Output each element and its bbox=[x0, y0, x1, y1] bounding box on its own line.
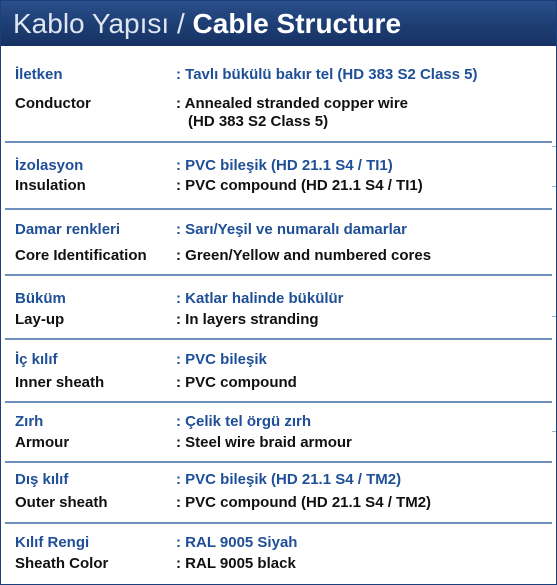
spec-row-armour bbox=[5, 403, 552, 463]
edge-tick bbox=[552, 431, 556, 432]
value-turkish: : PVC bileşik (HD 21.1 S4 / TM2) bbox=[176, 471, 402, 488]
label-turkish: İletken bbox=[15, 66, 63, 83]
spec-row-lay-up bbox=[5, 276, 552, 340]
value-english: : Steel wire braid armour bbox=[176, 434, 352, 451]
label-turkish: Zırh bbox=[15, 413, 44, 430]
edge-tick bbox=[552, 146, 556, 147]
label-turkish: İzolasyon bbox=[15, 157, 84, 174]
edge-tick bbox=[552, 186, 556, 187]
value-turkish: : PVC bileşik (HD 21.1 S4 / TI1) bbox=[176, 157, 393, 174]
spec-row-insulation bbox=[5, 143, 552, 210]
page-title bbox=[13, 7, 401, 40]
spec-row-conductor bbox=[5, 54, 552, 143]
label-english: Core Identification bbox=[15, 247, 147, 264]
label-english: Lay-up bbox=[15, 311, 65, 328]
value-english-continued: (HD 383 S2 Class 5) bbox=[188, 113, 329, 130]
value-turkish: : Sarı/Yeşil ve numaralı damarlar bbox=[176, 221, 407, 238]
value-english: : PVC compound bbox=[176, 374, 297, 391]
value-english: : Green/Yellow and numbered cores bbox=[176, 247, 432, 264]
label-english: Inner sheath bbox=[15, 374, 105, 391]
label-english: Sheath Color bbox=[15, 555, 109, 572]
spec-row-inner-sheath bbox=[5, 340, 552, 403]
value-turkish: : RAL 9005 Siyah bbox=[176, 534, 298, 551]
label-turkish: Damar renkleri bbox=[15, 221, 121, 238]
value-turkish: : PVC bileşik bbox=[176, 351, 267, 368]
label-english: Armour bbox=[15, 434, 70, 451]
label-turkish: Dış kılıf bbox=[15, 471, 69, 488]
label-turkish: Büküm bbox=[15, 290, 66, 307]
value-english: : PVC compound (HD 21.1 S4 / TI1) bbox=[176, 177, 423, 194]
spec-row-core-identification bbox=[5, 210, 552, 276]
value-english: : PVC compound (HD 21.1 S4 / TM2) bbox=[176, 494, 432, 511]
label-english: Conductor bbox=[15, 95, 91, 112]
value-english: : RAL 9005 black bbox=[176, 555, 296, 572]
header-banner bbox=[1, 1, 556, 46]
title-separator: / bbox=[176, 8, 185, 39]
edge-tick bbox=[552, 316, 556, 317]
value-english: : Annealed stranded copper wire bbox=[176, 95, 408, 112]
spec-row-sheath-color bbox=[5, 524, 552, 580]
label-turkish: Kılıf Rengi bbox=[15, 534, 90, 551]
title-english: Cable Structure bbox=[192, 8, 402, 39]
value-turkish: : Tavlı bükülü bakır tel (HD 383 S2 Class 5) bbox=[176, 66, 478, 83]
label-english: Outer sheath bbox=[15, 494, 108, 511]
title-turkish: Kablo Yapısı bbox=[13, 8, 170, 39]
spec-row-outer-sheath bbox=[5, 463, 552, 524]
label-english: Insulation bbox=[15, 177, 86, 194]
value-turkish: : Çelik tel örgü zırh bbox=[176, 413, 312, 430]
value-turkish: : Katlar halinde bükülür bbox=[176, 290, 344, 307]
label-turkish: İç kılıf bbox=[15, 351, 58, 368]
value-english: : In layers stranding bbox=[176, 311, 319, 328]
